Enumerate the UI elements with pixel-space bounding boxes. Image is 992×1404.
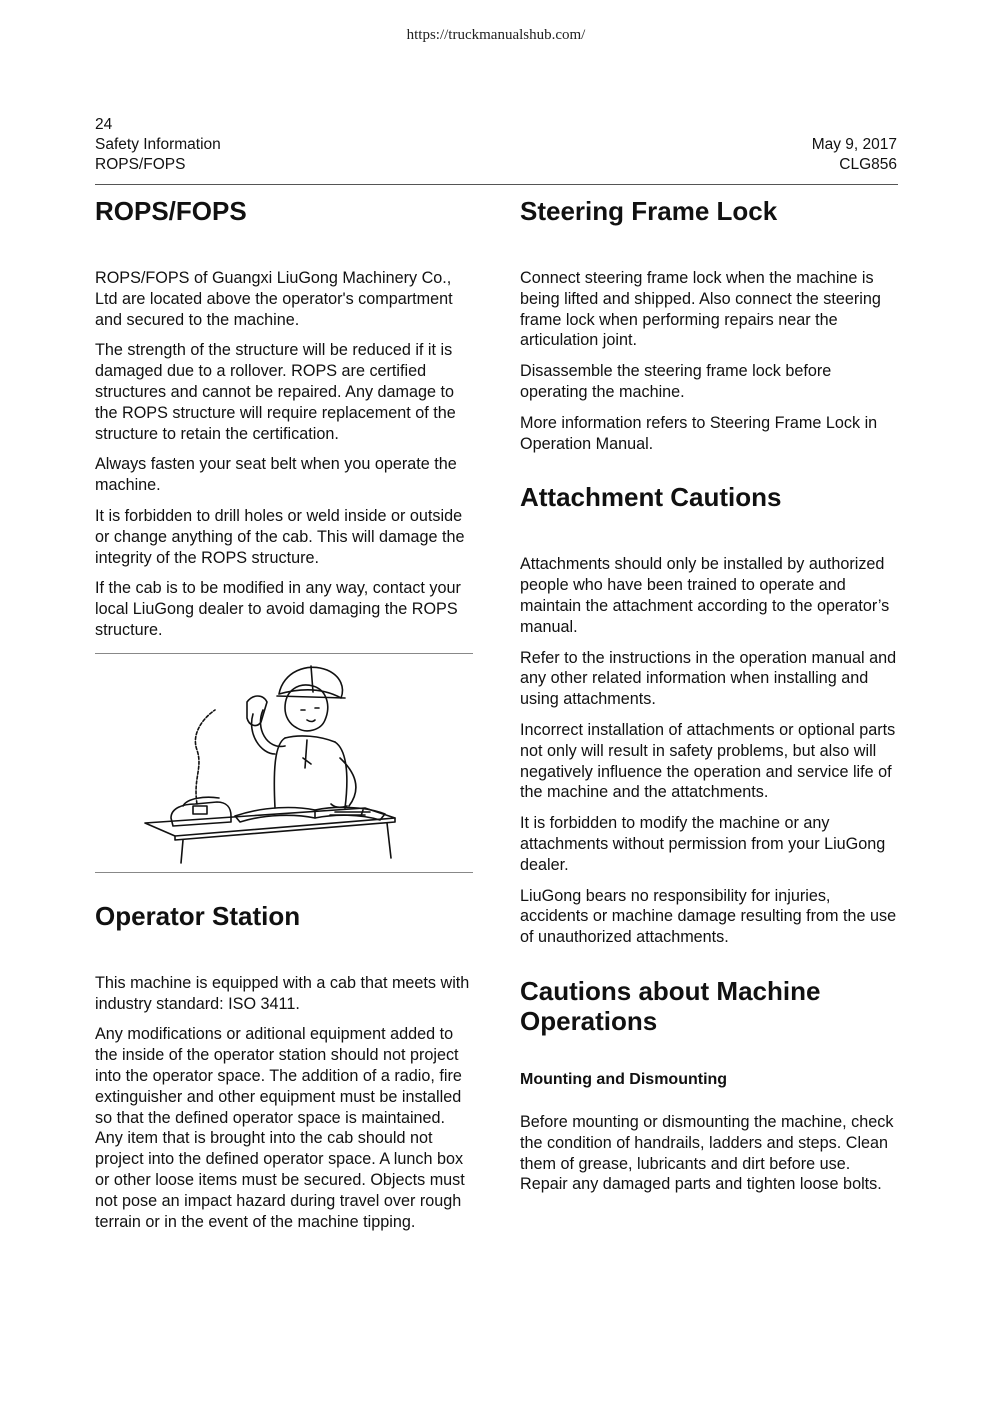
attachment-paragraph: LiuGong bears no responsibility for injuries, accidents or machine damage resulting from the use of unauthorized attachments. bbox=[520, 886, 897, 947]
operator-station-heading: Operator Station bbox=[95, 900, 301, 931]
machine-operations-heading-line2: Operations bbox=[520, 1005, 658, 1036]
steering-paragraph: Connect steering frame lock when the machine is being lifted and shipped. Also connect the steering frame lock when performing repairs near the articulation joint. bbox=[520, 269, 881, 350]
worker-on-phone-illustration bbox=[135, 658, 435, 868]
attachment-cautions-heading: Attachment Cautions bbox=[520, 482, 782, 513]
header-model: CLG856 bbox=[839, 156, 897, 173]
header-left bbox=[95, 115, 221, 175]
attachment-paragraph: Refer to the instructions in the operation manual and any other related information when installing and using attachments. bbox=[520, 648, 897, 709]
machine-operations-heading bbox=[520, 976, 898, 1036]
steering-frame-lock-heading: Steering Frame Lock bbox=[520, 196, 778, 226]
figure-frame bbox=[95, 653, 473, 873]
attachment-paragraph: Incorrect installation of attachments or optional parts not only will result in safety problems, but also will negatively influence the operation and service life of the machine and the attatchments. bbox=[520, 720, 896, 802]
rops-paragraph: If the cab is to be modified in any way, contact your local LiuGong dealer to avoid damaging the ROPS structure. bbox=[95, 579, 461, 639]
left-column bbox=[95, 196, 473, 1242]
header-section: Safety Information bbox=[95, 136, 221, 153]
page-number: 24 bbox=[95, 116, 113, 133]
rops-heading: ROPS/FOPS bbox=[95, 196, 247, 226]
site-url[interactable]: https://truckmanualshub.com/ bbox=[406, 27, 586, 43]
rops-paragraph: ROPS/FOPS of Guangxi LiuGong Machinery Co., Ltd are located above the operator's compartment and secured to the machine. bbox=[95, 269, 453, 329]
steering-paragraph: More information refers to Steering Frame Lock in Operation Manual. bbox=[520, 413, 878, 453]
right-column bbox=[520, 196, 898, 1205]
mounting-subheading: Mounting and Dismounting bbox=[520, 1070, 728, 1088]
attachment-paragraph: It is forbidden to modify the machine or any attachments without permission from your LiuGong dealer. bbox=[520, 814, 886, 874]
machine-operations-heading-line1: Cautions about Machine bbox=[520, 975, 821, 1006]
header-date: May 9, 2017 bbox=[811, 136, 897, 153]
operator-station-paragraph: Any modifications or aditional equipment added to the inside of the operator station should not project into the operator space. The addition of a radio, fire extinguisher and other equipment must be installed so that the defined operator space is maintained. Any item that is brought into the cab should not project into the defined operator space. A lunch box or other loose items must be secured. Objects must not pose an impact hazard during travel over rough terrain or in the event of the machine tipping. bbox=[95, 1025, 465, 1231]
rops-paragraph: It is forbidden to drill holes or weld inside or outside or change anything of the cab. This will damage the integrity of the ROPS structure. bbox=[95, 506, 465, 567]
rops-paragraph: Always fasten your seat belt when you operate the machine. bbox=[95, 455, 457, 495]
steering-paragraph: Disassemble the steering frame lock before operating the machine. bbox=[520, 362, 832, 401]
operator-station-paragraph: This machine is equipped with a cab that meets with industry standard: ISO 3411. bbox=[95, 973, 470, 1013]
rops-paragraph: The strength of the structure will be reduced if it is damaged due to a rollover. ROPS are certified structures and cannot be repaired. Any damage to the ROPS structure will require replacement of the structure to retain the certification. bbox=[95, 341, 456, 443]
header-right bbox=[812, 135, 897, 175]
attachment-paragraph: Attachments should only be installed by authorized people who have been trained to operate and maintain the attachment according to the operator’s manual. bbox=[520, 555, 890, 636]
header-divider bbox=[95, 184, 898, 185]
mounting-paragraph: Before mounting or dismounting the machine, check the condition of handrails, ladders and steps. Clean them of grease, lubricants and dirt before use. Repair any damaged parts and tighten loose bolts. bbox=[520, 1112, 894, 1194]
header-subsection: ROPS/FOPS bbox=[95, 156, 186, 173]
